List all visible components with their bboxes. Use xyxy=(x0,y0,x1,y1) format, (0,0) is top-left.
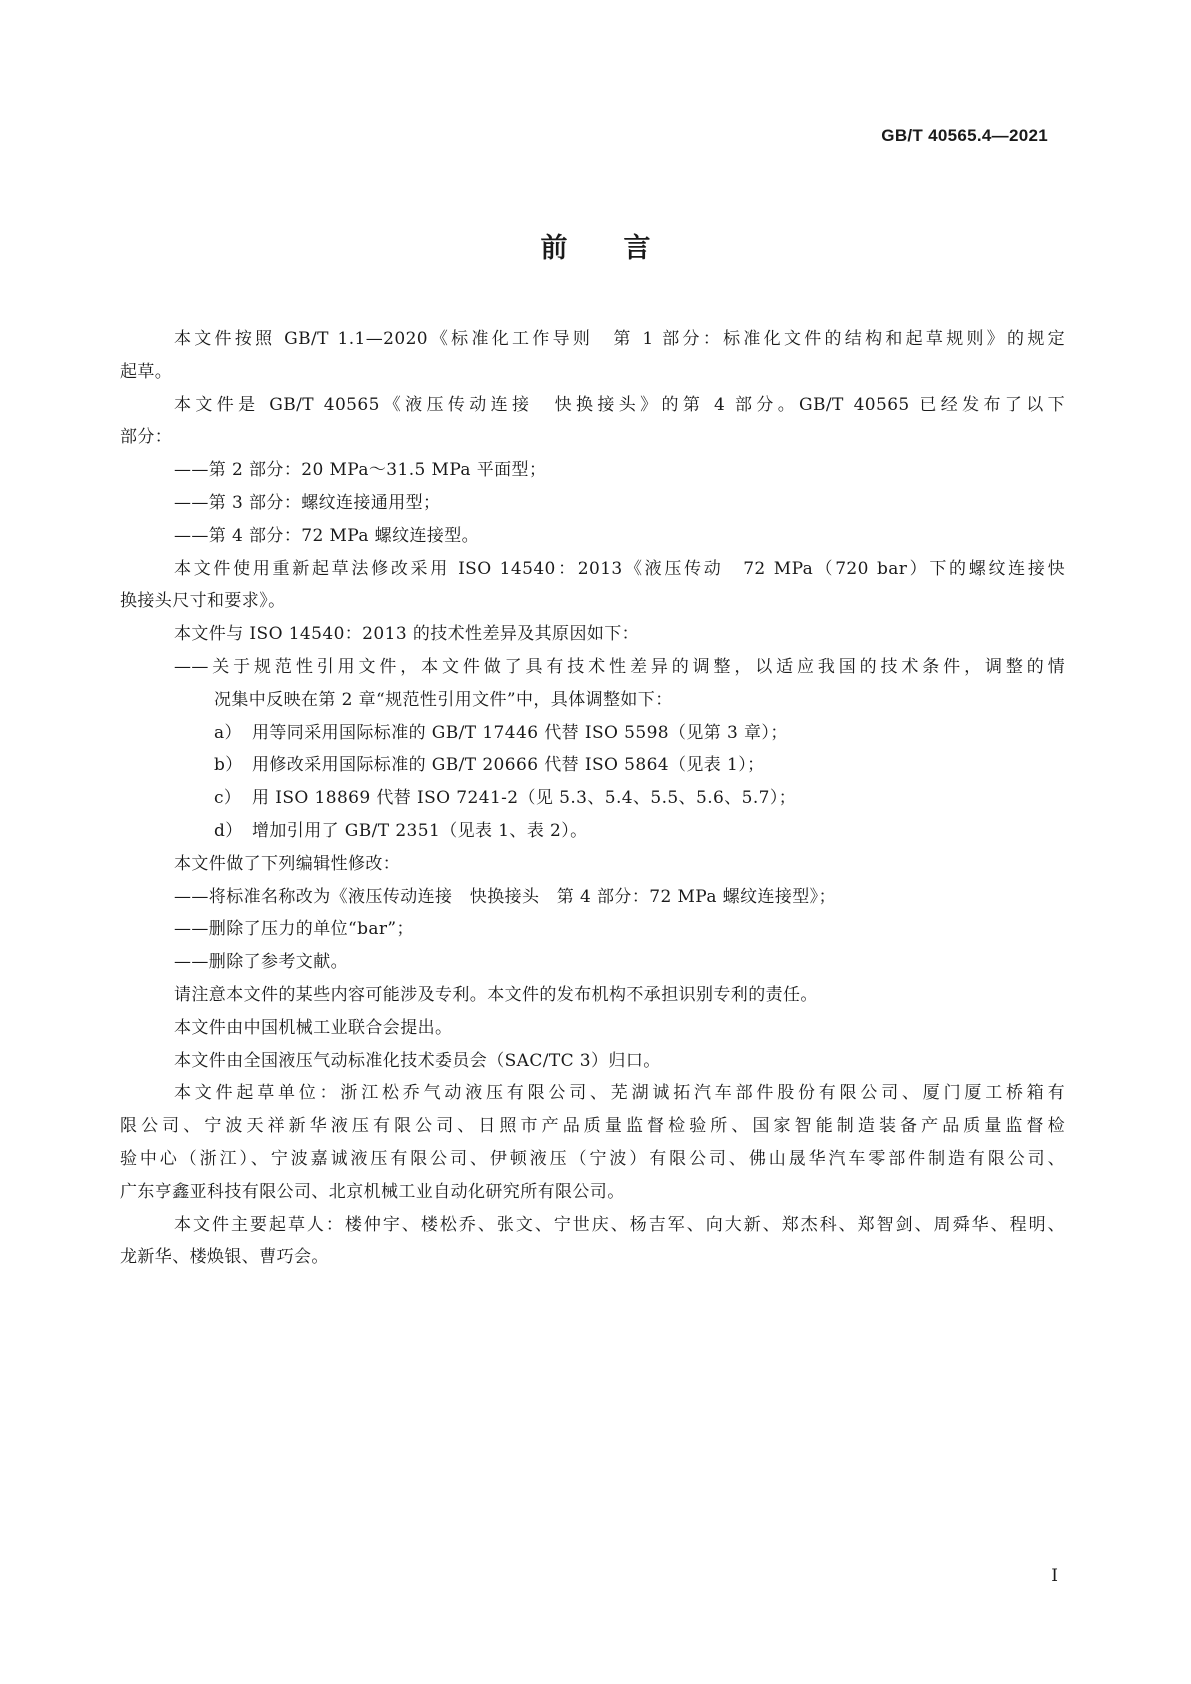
dash-item-normative-references-line-2: 况集中反映在第 2 章“规范性引用文件”中，具体调整如下： xyxy=(214,689,673,710)
paragraph-drafting-units-line-4: 广东亨鑫亚科技有限公司、北京机械工业自动化研究所有限公司。 xyxy=(120,1181,625,1202)
paragraph-drafters-line-1: 本文件主要起草人：楼仲宇、楼松乔、张文、宁世庆、杨吉军、向大新、郑杰科、郑智剑、周舜华、程明、 xyxy=(174,1214,1065,1235)
paragraph-drafting-units-line-2: 限公司、宁波天祥新华液压有限公司、日照市产品质量监督检验所、国家智能制造装备产品质量监督检 xyxy=(120,1116,1065,1137)
paragraph-drafting-units-line-3: 验中心（浙江）、宁波嘉诚液压有限公司、伊顿液压（宁波）有限公司、佛山晟华汽车零部件制造有限公司、 xyxy=(120,1148,1065,1169)
sub-item-text: 增加引用了 GB/T 2351（见表 1、表 2）。 xyxy=(252,820,588,841)
list-item: ——删除了压力的单位“bar”； xyxy=(174,919,414,940)
page-title xyxy=(0,226,1191,265)
list-item: ——将标准名称改为《液压传动连接 快换接头 第 4 部分：72 MPa 螺纹连接型》； xyxy=(174,886,836,907)
sub-item-label: c） xyxy=(214,788,242,809)
list-item: ——删除了参考文献。 xyxy=(174,952,348,973)
sub-item-text: 用 ISO 18869 代替 ISO 7241-2（见 5.3、5.4、5.5、5.6、5.7）； xyxy=(252,788,797,809)
paragraph-parts-intro-line-1: 本文件是 GB/T 40565《液压传动连接 快换接头》的第 4 部分。GB/T 40565 已经发布了以下 xyxy=(174,394,1065,415)
paragraph-drafting-rules-line-2: 起草。 xyxy=(120,361,173,382)
paragraph-proposer: 本文件由中国机械工业联合会提出。 xyxy=(174,1017,453,1038)
sub-item-b xyxy=(120,749,1065,782)
sub-item-text: 用等同采用国际标准的 GB/T 17446 代替 ISO 5598（见第 3 章）； xyxy=(252,722,788,743)
paragraph-drafting-units-line-1: 本文件起草单位：浙江松乔气动液压有限公司、芜湖诚拓汽车部件股份有限公司、厦门厦工桥箱有 xyxy=(174,1083,1065,1104)
sub-item-d xyxy=(120,815,1065,848)
paragraph-patent-notice: 请注意本文件的某些内容可能涉及专利。本文件的发布机构不承担识别专利的责任。 xyxy=(174,984,818,1005)
sub-item-c xyxy=(120,782,1065,815)
sub-item-label: d） xyxy=(214,820,243,841)
list-item: ——第 3 部分：螺纹连接通用型； xyxy=(174,492,441,513)
title-char-2: 言 xyxy=(623,233,651,264)
page-number: I xyxy=(1051,1566,1058,1586)
paragraph-adoption-line-1: 本文件使用重新起草法修改采用 ISO 14540：2013《液压传动 72 MPa（720 bar）下的螺纹连接快 xyxy=(174,558,1065,579)
sub-item-text: 用修改采用国际标准的 GB/T 20666 代替 ISO 5864（见表 1）； xyxy=(252,755,765,776)
sub-item-label: a） xyxy=(214,722,242,743)
paragraph-adoption-line-2: 换接头尺寸和要求》。 xyxy=(120,591,286,612)
list-item: ——第 2 部分：20 MPa～31.5 MPa 平面型； xyxy=(174,460,547,481)
paragraph-editorial-changes: 本文件做了下列编辑性修改： xyxy=(174,853,401,874)
paragraph-committee: 本文件由全国液压气动标准化技术委员会（SAC/TC 3）归口。 xyxy=(174,1050,661,1071)
foreword-body xyxy=(120,323,1065,1274)
title-char-1: 前 xyxy=(540,233,568,264)
list-item: ——第 4 部分：72 MPa 螺纹连接型。 xyxy=(174,525,480,546)
paragraph-drafting-rules-line-1: 本文件按照 GB/T 1.1—2020《标准化工作导则 第 1 部分：标准化文件的结构和起草规则》的规定 xyxy=(174,329,1065,349)
standard-code: GB/T 40565.4—2021 xyxy=(881,126,1048,145)
sub-item-label: b） xyxy=(214,755,243,776)
paragraph-drafters-line-2: 龙新华、楼焕银、曹巧会。 xyxy=(120,1247,329,1268)
paragraph-technical-differences: 本文件与 ISO 14540：2013 的技术性差异及其原因如下： xyxy=(174,624,640,645)
paragraph-parts-intro-line-2: 部分： xyxy=(120,427,173,448)
sub-item-a xyxy=(120,717,1065,750)
dash-item-normative-references-line-1: ——关于规范性引用文件，本文件做了具有技术性差异的调整，以适应我国的技术条件，调整的情 xyxy=(174,656,1065,677)
